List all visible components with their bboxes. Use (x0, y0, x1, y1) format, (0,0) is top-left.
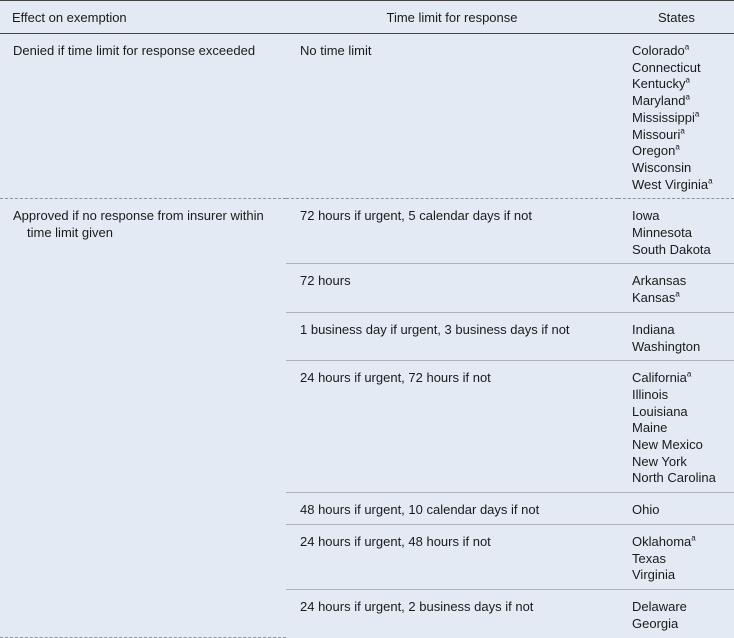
time-limit-text: 24 hours if urgent, 72 hours if not (300, 370, 491, 386)
state-name: Connecticut (632, 59, 701, 75)
state-name: Delaware (632, 598, 687, 614)
state-name: Virginia (632, 567, 676, 583)
state-name: Ohio (632, 502, 660, 518)
footnote-marker: a (694, 109, 700, 119)
footnote-marker: a (685, 76, 690, 86)
time-limit-text: No time limit (300, 43, 372, 58)
footnote-marker: a (686, 369, 692, 379)
state-name: California (632, 370, 687, 386)
header-time-limit: Time limit for response (286, 1, 618, 34)
states-cell (618, 524, 734, 589)
state-item (632, 551, 730, 568)
state-name: Missouri (632, 126, 681, 142)
state-name: Louisiana (632, 403, 688, 419)
footnote-marker: a (675, 289, 680, 299)
state-item (632, 437, 730, 454)
state-item (632, 599, 730, 616)
state-item (632, 567, 730, 584)
footnote-marker: a (708, 176, 713, 186)
table-row (0, 34, 734, 199)
state-name: Wisconsin (632, 159, 692, 175)
footnote-marker: a (680, 126, 685, 136)
state-name: Colorado (632, 43, 685, 58)
state-name: Washington (632, 338, 701, 354)
state-item (632, 339, 730, 356)
state-name: Georgia (632, 615, 679, 631)
state-name: Texas (632, 550, 666, 566)
state-name: Oregon (632, 143, 676, 159)
states-cell (618, 199, 734, 264)
table-row (0, 199, 734, 264)
state-item (632, 290, 730, 307)
time-limit-text: 48 hours if urgent, 10 calendar days if not (300, 502, 540, 518)
state-item (632, 160, 730, 177)
footnote-marker: a (691, 533, 696, 543)
header-effect: Effect on exemption (0, 1, 286, 34)
states-cell (618, 493, 734, 525)
states-cell (618, 34, 734, 199)
state-name: Kentucky (632, 76, 686, 92)
footnote-marker: a (685, 92, 690, 102)
table-body (0, 34, 734, 638)
state-name: Illinois (632, 386, 669, 402)
time-limit-cell (286, 34, 618, 199)
effect-text: Approved if no response from insurer within time limit given (13, 208, 264, 241)
state-item (632, 43, 730, 60)
state-name: Maine (632, 420, 668, 436)
time-limit-text: 24 hours if urgent, 2 business days if not (300, 598, 534, 614)
time-limit-cell (286, 264, 618, 312)
state-name: New York (632, 453, 687, 469)
state-item (632, 143, 730, 160)
state-name: South Dakota (632, 241, 711, 257)
state-item (632, 110, 730, 127)
state-name: Arkansas (632, 273, 687, 289)
time-limit-text: 72 hours if urgent, 5 calendar days if not (300, 208, 532, 224)
state-item (632, 404, 730, 421)
state-item (632, 242, 730, 259)
time-limit-cell (286, 361, 618, 493)
states-cell (618, 312, 734, 360)
state-item (632, 60, 730, 77)
states-cell (618, 589, 734, 637)
time-limit-cell (286, 524, 618, 589)
state-item (632, 454, 730, 471)
state-name: Oklahoma (632, 533, 692, 549)
state-item (632, 273, 730, 290)
state-name: New Mexico (632, 437, 703, 453)
states-cell (618, 264, 734, 312)
state-item (632, 534, 730, 551)
state-name: Minnesota (632, 225, 692, 241)
state-item (632, 76, 730, 93)
state-item (632, 616, 730, 633)
state-name: North Carolina (632, 470, 716, 486)
state-item (632, 93, 730, 110)
effect-text: Denied if time limit for response exceeded (13, 43, 256, 58)
effect-cell (0, 34, 286, 199)
time-limit-text: 72 hours (300, 273, 351, 289)
footnote-marker: a (675, 142, 680, 152)
state-item (632, 370, 730, 387)
time-limit-text: 1 business day if urgent, 3 business days if not (300, 321, 570, 337)
state-name: Indiana (632, 321, 675, 337)
time-limit-cell (286, 589, 618, 637)
state-item (632, 387, 730, 404)
effect-cell (0, 199, 286, 638)
state-item (632, 502, 730, 519)
state-name: West Virginia (632, 176, 709, 192)
time-limit-cell (286, 199, 618, 264)
state-item (632, 322, 730, 339)
time-limit-cell (286, 493, 618, 525)
footnote-marker: a (684, 42, 690, 52)
state-name: Maryland (632, 93, 686, 109)
state-item (632, 225, 730, 242)
state-item (632, 420, 730, 437)
state-item (632, 177, 730, 194)
state-item (632, 470, 730, 487)
time-limit-cell (286, 312, 618, 360)
states-cell (618, 361, 734, 493)
state-name: Mississippi (632, 109, 695, 125)
header-row (0, 1, 734, 34)
state-item (632, 127, 730, 144)
header-states: States (618, 1, 734, 34)
state-item (632, 208, 730, 225)
state-name: Iowa (632, 208, 660, 224)
state-name: Kansas (632, 290, 676, 306)
time-limit-text: 24 hours if urgent, 48 hours if not (300, 533, 491, 549)
